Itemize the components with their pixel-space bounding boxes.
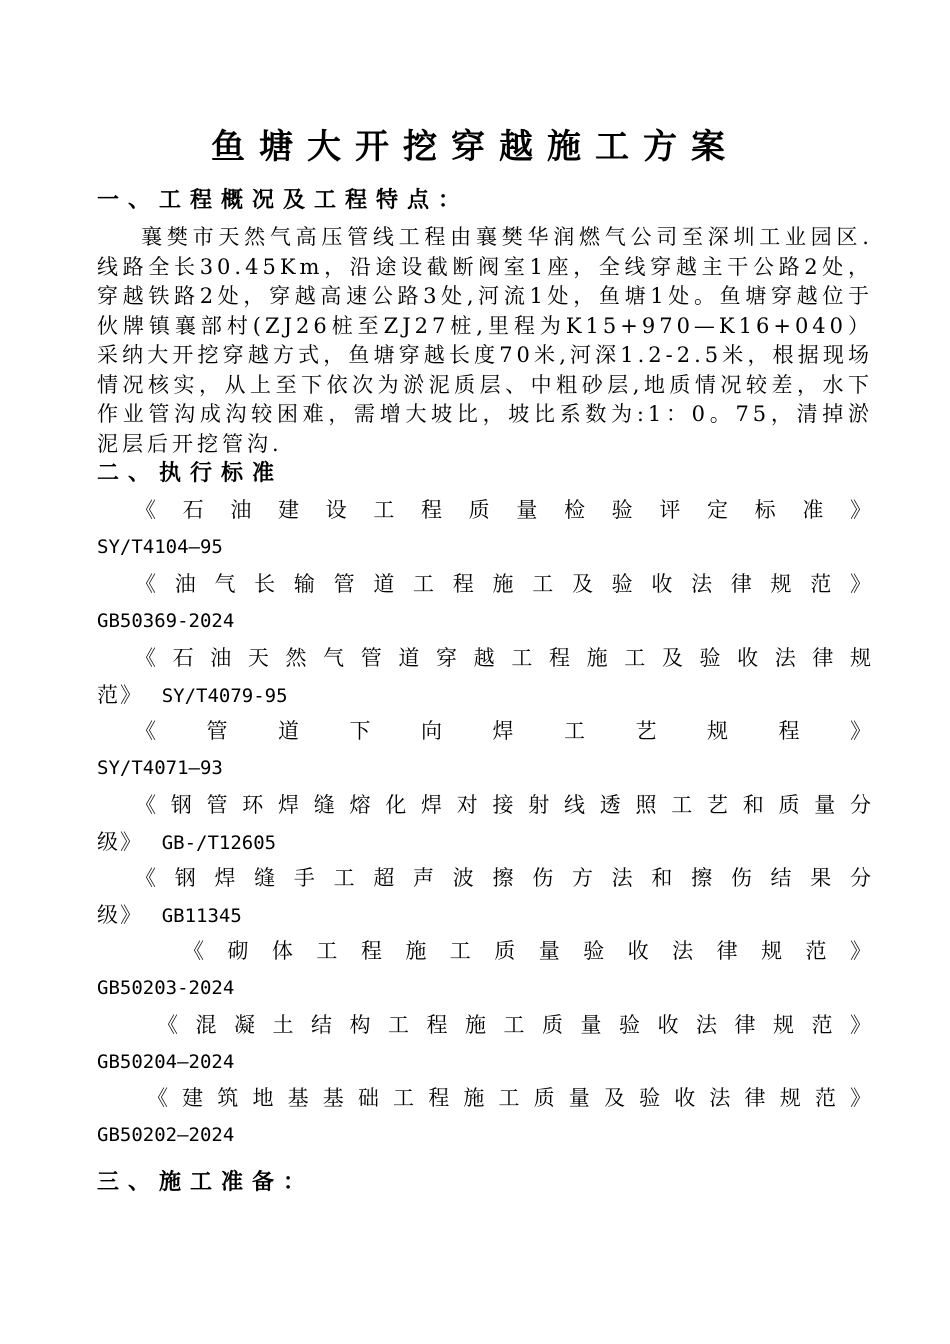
standard-item (97, 566, 873, 639)
standard-item (97, 492, 873, 565)
standard-name: 《砌体工程施工质量验收法律规范》 (183, 939, 873, 963)
standard-name-tail: 范》 (97, 682, 143, 707)
standard-name: 《混凝土结构工程施工质量验收法律规范》 (157, 1013, 873, 1037)
standard-code: GB50202—2024 (97, 1123, 235, 1146)
standard-item (97, 787, 873, 861)
standard-item (97, 640, 873, 714)
standard-name-tail: 级》 (97, 829, 143, 854)
standard-item (97, 933, 873, 1006)
standard-item (97, 713, 873, 786)
document-title: 鱼塘大开挖穿越施工方案 (211, 127, 739, 167)
standard-item (97, 860, 873, 934)
standard-code: GB11345 (161, 904, 242, 927)
standard-name: 《钢管环焊缝熔化焊对接射线透照工艺和质量分 (135, 793, 873, 817)
standard-code: GB-/T12605 (161, 831, 277, 854)
section-2-heading: 二、执行标准 (97, 461, 284, 486)
standard-name: 《钢焊缝手工超声波擦伤方法和擦伤结果分 (135, 866, 873, 890)
standard-name: 《油气长输管道工程施工及验收法律规范》 (135, 572, 873, 596)
standard-item (97, 1080, 873, 1153)
standard-code: SY/T4104—95 (97, 535, 223, 558)
project-overview-paragraph: 襄樊市天然气高压管线工程由襄樊华润燃气公司至深圳工业园区.线路全长30.45Km，沿途设截断阀室1座，全线穿越主干公路2处，穿越铁路2处，穿越高速公路3处,河流1处，鱼塘1处。鱼塘穿越位于伙牌镇襄部村(ZJ26桩至ZJ27桩,里程为K15+970—K16+040）采纳大开挖穿越方式，鱼塘穿越长度70米,河深1.2-2.5米，根据现场情况核实，从上至下依次为淤泥质层、中粗砂层,地质情况较差，水下作业管沟成沟较困难，需增大坡比，坡比系数为:1：0。75，清掉淤泥层后开挖管沟. (97, 225, 873, 456)
standard-code: SY/T4071—93 (97, 756, 223, 779)
standard-code: GB50203-2024 (97, 976, 235, 999)
standard-code: GB50369-2024 (97, 609, 235, 632)
standard-name: 《建筑地基基础工程施工质量及验收法律规范》 (147, 1086, 873, 1110)
standard-name: 《石油天然气管道穿越工程施工及验收法律规 (135, 646, 873, 670)
standard-code: GB50204—2024 (97, 1050, 235, 1073)
standard-name: 《管道下向焊工艺规程》 (135, 719, 873, 743)
standard-name-tail: 级》 (97, 902, 143, 927)
standard-item (97, 1007, 873, 1080)
section-3-heading: 三、施工准备： (97, 1170, 315, 1195)
standard-code: SY/T4079-95 (161, 684, 288, 707)
standard-name: 《石油建设工程质量检验评定标准》 (135, 498, 873, 522)
section-1-heading: 一、工程概况及工程特点： (97, 188, 470, 213)
